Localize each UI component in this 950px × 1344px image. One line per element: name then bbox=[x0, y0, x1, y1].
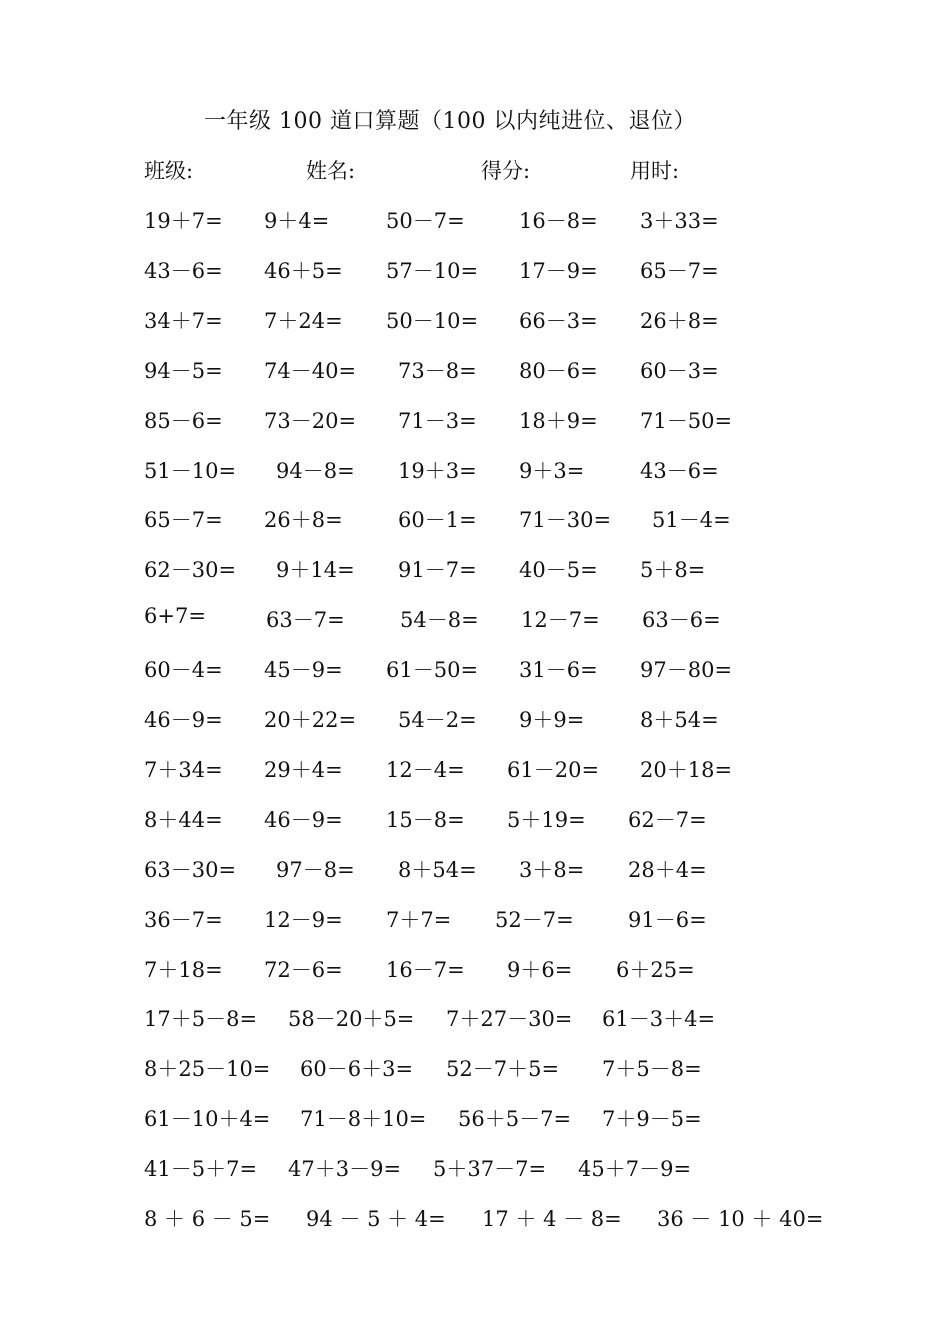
problem-item: 9＋3= bbox=[519, 459, 585, 483]
problem-item: 60－4= bbox=[144, 658, 223, 682]
problem-item: 7＋18= bbox=[144, 958, 223, 982]
problem-row bbox=[0, 205, 950, 235]
problem-item: 9＋14= bbox=[276, 558, 355, 582]
problem-item: 8 ＋ 6 － 5= bbox=[144, 1207, 271, 1231]
problem-item: 26＋8= bbox=[264, 508, 343, 532]
problem-item: 85－6= bbox=[144, 409, 223, 433]
problem-item: 47＋3－9= bbox=[288, 1157, 402, 1181]
problem-item: 63－6= bbox=[642, 608, 721, 632]
time-label: 用时: bbox=[630, 159, 680, 183]
problem-item: 45＋7－9= bbox=[578, 1157, 692, 1181]
problem-item: 8＋54= bbox=[398, 858, 477, 882]
problem-item: 66－3= bbox=[519, 309, 598, 333]
problem-item: 51－10= bbox=[144, 459, 237, 483]
problem-row bbox=[0, 1053, 950, 1083]
problem-item: 46－9= bbox=[264, 808, 343, 832]
problem-item: 71－30= bbox=[519, 508, 612, 532]
problem-item: 52－7＋5= bbox=[446, 1057, 560, 1081]
problem-item: 40－5= bbox=[519, 558, 598, 582]
problem-item: 65－7= bbox=[144, 508, 223, 532]
problem-item: 94－8= bbox=[276, 459, 355, 483]
problem-row bbox=[0, 954, 950, 984]
problem-item: 8＋25－10= bbox=[144, 1057, 271, 1081]
problem-row bbox=[0, 1103, 950, 1133]
problem-item: 9＋6= bbox=[507, 958, 573, 982]
problem-row bbox=[0, 554, 950, 584]
problem-row bbox=[0, 1203, 950, 1233]
problem-item: 36 － 10 ＋ 40= bbox=[657, 1207, 824, 1231]
problem-item: 3＋33= bbox=[640, 209, 719, 233]
problem-item: 26＋8= bbox=[640, 309, 719, 333]
problem-item: 12－7= bbox=[521, 608, 600, 632]
problem-row bbox=[0, 455, 950, 485]
problem-item: 6+7= bbox=[144, 604, 206, 628]
problem-item: 80－6= bbox=[519, 359, 598, 383]
problem-item: 18＋9= bbox=[519, 409, 598, 433]
problem-row bbox=[0, 504, 950, 534]
problem-row bbox=[0, 255, 950, 285]
problem-item: 71－50= bbox=[640, 409, 733, 433]
problem-item: 63－7= bbox=[266, 608, 345, 632]
problem-item: 8＋54= bbox=[640, 708, 719, 732]
problem-item: 60－3= bbox=[640, 359, 719, 383]
class-label: 班级: bbox=[144, 159, 194, 183]
problem-item: 41－5＋7= bbox=[144, 1157, 258, 1181]
problem-item: 36－7= bbox=[144, 908, 223, 932]
problem-item: 51－4= bbox=[652, 508, 731, 532]
problem-item: 7＋7= bbox=[386, 908, 452, 932]
problem-item: 7＋9－5= bbox=[602, 1107, 702, 1131]
problem-item: 60－1= bbox=[398, 508, 477, 532]
problem-row bbox=[0, 1003, 950, 1033]
problem-item: 91－7= bbox=[398, 558, 477, 582]
problem-item: 73－8= bbox=[398, 359, 477, 383]
worksheet-title: 一年级 100 道口算题（100 以内纯进位、退位） bbox=[204, 109, 696, 134]
problem-item: 65－7= bbox=[640, 259, 719, 283]
problem-item: 94－5= bbox=[144, 359, 223, 383]
problem-row bbox=[0, 854, 950, 884]
problem-item: 61－10＋4= bbox=[144, 1107, 271, 1131]
problem-item: 12－9= bbox=[264, 908, 343, 932]
problem-item: 50－10= bbox=[386, 309, 479, 333]
problem-item: 63－30= bbox=[144, 858, 237, 882]
problem-item: 20＋18= bbox=[640, 758, 733, 782]
problem-item: 57－10= bbox=[386, 259, 479, 283]
name-label: 姓名: bbox=[306, 159, 356, 183]
problem-item: 7＋24= bbox=[264, 309, 343, 333]
problem-item: 43－6= bbox=[144, 259, 223, 283]
problem-item: 9＋9= bbox=[519, 708, 585, 732]
problem-item: 19＋3= bbox=[398, 459, 477, 483]
problem-item: 61－50= bbox=[386, 658, 479, 682]
problem-row bbox=[0, 754, 950, 784]
problem-item: 5＋37－7= bbox=[433, 1157, 547, 1181]
problem-item: 74－40= bbox=[264, 359, 357, 383]
problem-item: 9＋4= bbox=[264, 209, 330, 233]
problem-item: 17＋5－8= bbox=[144, 1007, 258, 1031]
problem-item: 43－6= bbox=[640, 459, 719, 483]
problem-item: 62－7= bbox=[628, 808, 707, 832]
problem-item: 31－6= bbox=[519, 658, 598, 682]
problem-item: 16－7= bbox=[386, 958, 465, 982]
problem-item: 12－4= bbox=[386, 758, 465, 782]
problem-item: 71－3= bbox=[398, 409, 477, 433]
problem-item: 97－80= bbox=[640, 658, 733, 682]
problem-item: 91－6= bbox=[628, 908, 707, 932]
problem-item: 50－7= bbox=[386, 209, 465, 233]
problem-row bbox=[0, 355, 950, 385]
problem-item: 16－8= bbox=[519, 209, 598, 233]
problem-item: 29＋4= bbox=[264, 758, 343, 782]
problem-item: 15－8= bbox=[386, 808, 465, 832]
problem-item: 3＋8= bbox=[519, 858, 585, 882]
problem-item: 71－8＋10= bbox=[300, 1107, 427, 1131]
problem-item: 7＋5－8= bbox=[602, 1057, 702, 1081]
problem-item: 6＋25= bbox=[616, 958, 695, 982]
problem-row bbox=[0, 604, 950, 634]
problem-item: 17－9= bbox=[519, 259, 598, 283]
problem-item: 60－6＋3= bbox=[300, 1057, 414, 1081]
problem-row bbox=[0, 804, 950, 834]
problem-item: 61－20= bbox=[507, 758, 600, 782]
problem-item: 56＋5－7= bbox=[458, 1107, 572, 1131]
problem-item: 73－20= bbox=[264, 409, 357, 433]
problem-item: 46－9= bbox=[144, 708, 223, 732]
problem-item: 34＋7= bbox=[144, 309, 223, 333]
problem-row bbox=[0, 904, 950, 934]
problem-item: 58－20＋5= bbox=[288, 1007, 415, 1031]
problem-row bbox=[0, 704, 950, 734]
problem-item: 19＋7= bbox=[144, 209, 223, 233]
problem-item: 8＋44= bbox=[144, 808, 223, 832]
problem-row bbox=[0, 405, 950, 435]
problem-item: 28＋4= bbox=[628, 858, 707, 882]
problem-row bbox=[0, 305, 950, 335]
problem-item: 62－30= bbox=[144, 558, 237, 582]
problem-item: 72－6= bbox=[264, 958, 343, 982]
problem-item: 54－2= bbox=[398, 708, 477, 732]
problem-item: 17 ＋ 4 － 8= bbox=[482, 1207, 622, 1231]
problem-item: 97－8= bbox=[276, 858, 355, 882]
problem-item: 94 － 5 ＋ 4= bbox=[306, 1207, 446, 1231]
problem-item: 7＋27－30= bbox=[446, 1007, 573, 1031]
problem-item: 61－3＋4= bbox=[602, 1007, 716, 1031]
problem-item: 46＋5= bbox=[264, 259, 343, 283]
problem-item: 7＋34= bbox=[144, 758, 223, 782]
problem-row bbox=[0, 1153, 950, 1183]
problem-item: 45－9= bbox=[264, 658, 343, 682]
problem-item: 5＋19= bbox=[507, 808, 586, 832]
problem-item: 5＋8= bbox=[640, 558, 706, 582]
problem-item: 54－8= bbox=[400, 608, 479, 632]
problem-row bbox=[0, 654, 950, 684]
problem-item: 52－7= bbox=[495, 908, 574, 932]
problem-item: 20＋22= bbox=[264, 708, 357, 732]
score-label: 得分: bbox=[481, 159, 531, 183]
